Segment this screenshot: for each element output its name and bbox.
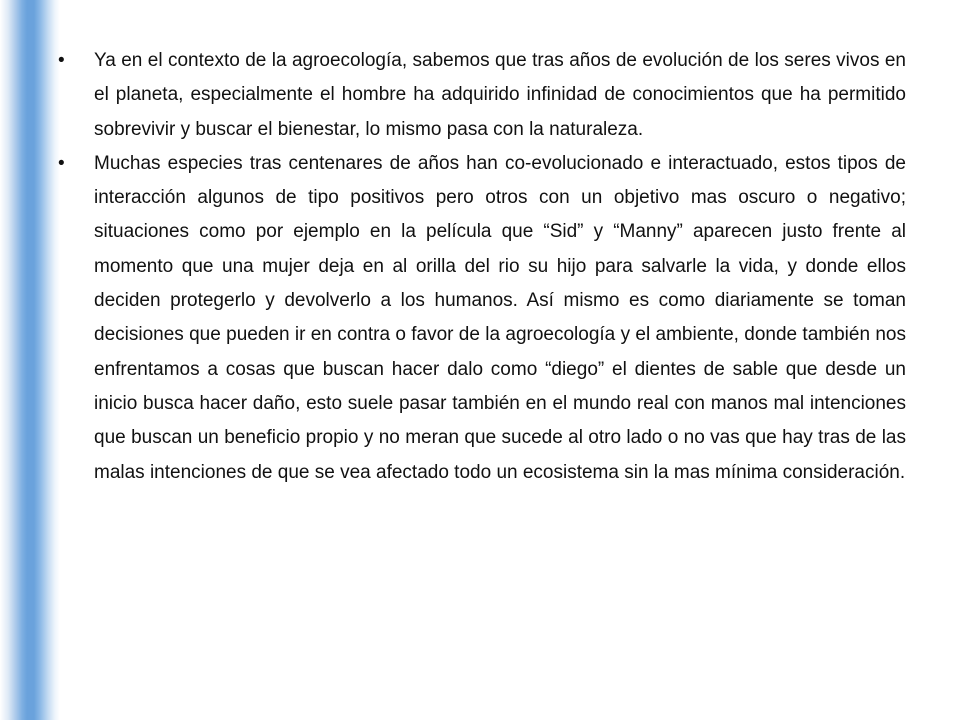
paragraph-agroecologia: Ya en el contexto de la agroecología, sabemos que tras años de evolución de los seres vivos en el planeta, especialmente el hombre ha adquirido infinidad de conocimientos que ha permitido sobrevivir y buscar el bienestar, lo mismo pasa con la naturaleza. bbox=[94, 50, 906, 140]
decorative-side-bar bbox=[0, 0, 60, 720]
paragraph-coevolucion: Muchas especies tras centenares de años han co-evolucionado e interactuado, estos tipos de interacción algunos de tipo positivos pero otros con un objetivo mas oscuro o negativo; situaciones como por ejemplo en la película que “Sid” y “Manny” aparecen justo frente al momento que una mujer deja en al orilla del rio su hijo para salvarle la vida, y donde ellos deciden protegerlo y devolverlo a los humanos. Así mismo es como diariamente se toman decisiones que pueden ir en contra o favor de la agroecología y el ambiente, donde también nos enfrentamos a cosas que buscan hacer dalo como “diego” el dientes de sable que desde un inicio busca hacer daño, esto suele pasar también en el mundo real con manos mal intenciones que buscan un beneficio propio y no meran que sucede al otro lado o no vas que hay tras de las malas intenciones de que se vea afectado todo un ecosistema sin la mas mínima consideración. bbox=[94, 152, 906, 483]
bullet-icon: • bbox=[58, 50, 65, 71]
bullet-item-2 bbox=[58, 147, 906, 490]
slide-content bbox=[58, 44, 906, 490]
bullet-list bbox=[58, 44, 906, 490]
bullet-item-1 bbox=[58, 44, 906, 147]
bullet-icon: • bbox=[58, 152, 65, 174]
